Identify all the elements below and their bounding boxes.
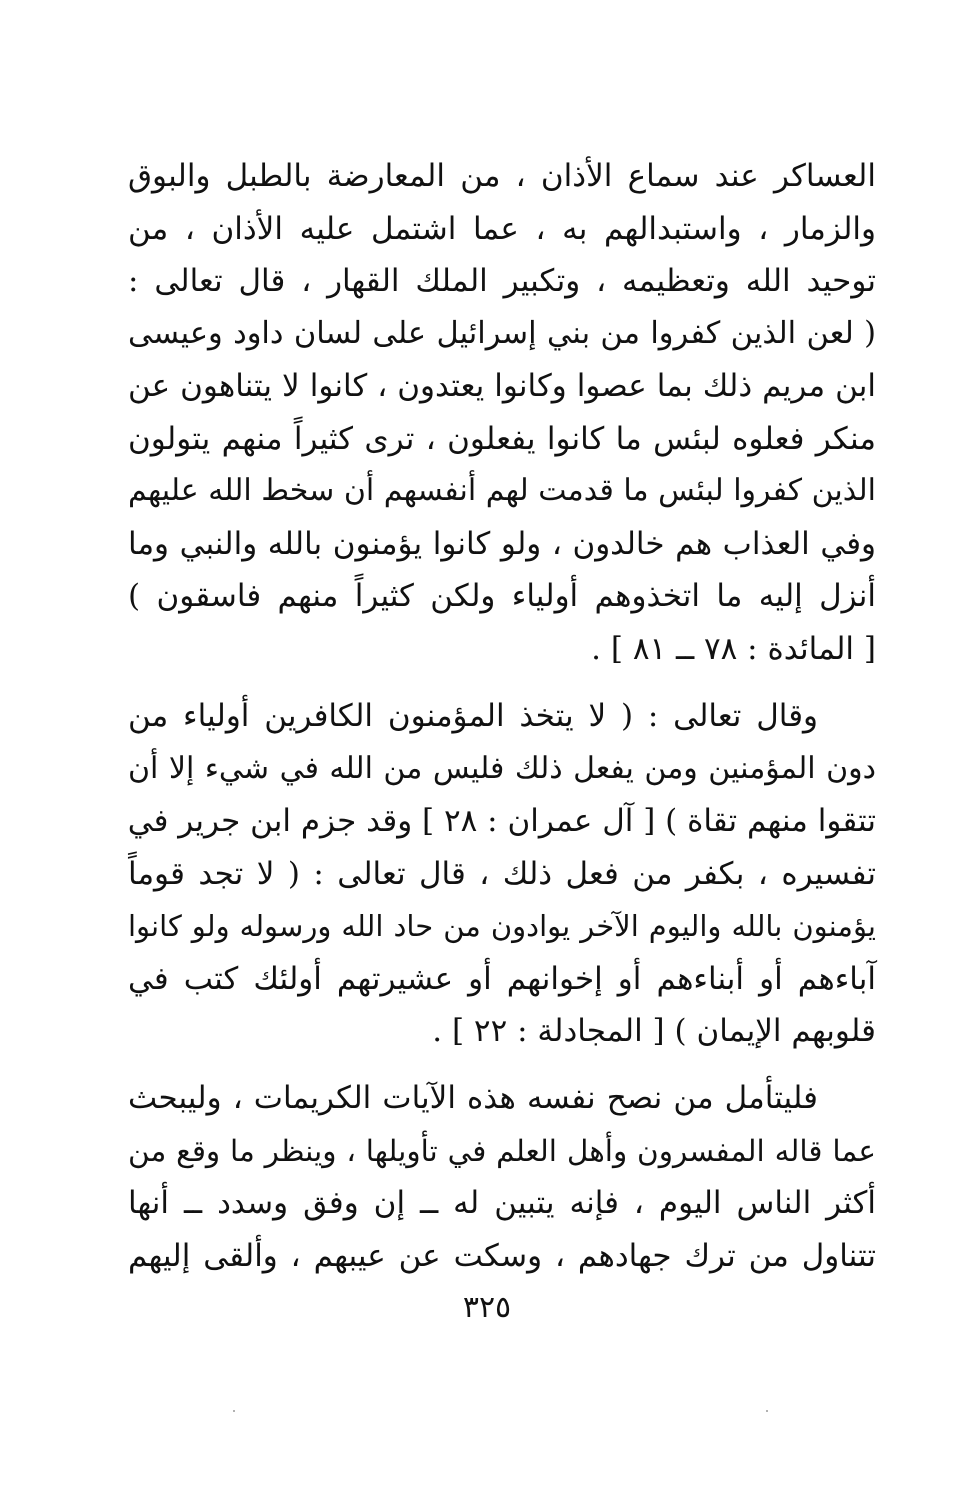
paragraph-3 — [128, 1072, 876, 1282]
text-line: ابن مريم ذلك بما عصوا وكانوا يعتدون ، كانوا لا يتناهون عن — [128, 368, 876, 404]
scan-speck — [766, 1410, 768, 1412]
text-line: آباءهم أو أبناءهم أو إخوانهم أو عشيرتهم أولئك كتب في — [128, 960, 876, 997]
text-line: توحيد الله وتعظيمه ، وتكبير الملك القهار ، قال تعالى : — [128, 263, 876, 299]
page-number: ٣٢٥ — [462, 1290, 512, 1325]
text-line: ( لعن الذين كفروا من بني إسرائيل على لسان داود وعيسى — [128, 315, 876, 351]
text-line: دون المؤمنين ومن يفعل ذلك فليس من الله في شيء إلا أن — [128, 750, 876, 786]
text-line: والزمار ، واستبدالهم به ، عما اشتمل عليه الأذان ، من — [128, 210, 876, 247]
paragraph-2 — [128, 690, 876, 1058]
text-line: تتناول من ترك جهادهم ، وسكت عن عيبهم ، وألقى إليهم — [128, 1237, 876, 1274]
text-line: عما قاله المفسرون وأهل العلم في تأويلها ، وينظر ما وقع من — [128, 1133, 876, 1168]
text-line: يؤمنون بالله واليوم الآخر يوادون من حاد الله ورسوله ولو كانوا — [128, 909, 876, 943]
text-line: الذين كفروا لبئس ما قدمت لهم أنفسهم أن سخط الله عليهم — [128, 473, 876, 508]
text-line: وقال تعالى : ( لا يتخذ المؤمنون الكافرين أولياء من — [128, 698, 818, 734]
text-line: فليتأمل من نصح نفسه هذه الآيات الكريمات ، وليبحث — [128, 1080, 818, 1116]
text-line: أكثر الناس اليوم ، فإنه يتبين له ــ إن وفق وسدد ــ أنها — [128, 1185, 876, 1221]
scan-speck — [233, 1410, 235, 1412]
text-line: منكر فعلوه لبئس ما كانوا يفعلون ، ترى كثيراً منهم يتولون — [128, 420, 876, 457]
citation-line: قلوبهم الإيمان ) [ المجادلة : ٢٢ ] . — [432, 1013, 876, 1049]
paragraph-1 — [128, 150, 876, 675]
text-line: أنزل إليه ما اتخذوهم أولياء ولكن كثيراً منهم فاسقون ) — [128, 578, 876, 614]
text-line: وفي العذاب هم خالدون ، ولو كانوا يؤمنون بالله والنبي وما — [128, 525, 876, 562]
text-line: العساكر عند سماع الأذان ، من المعارضة بالطبل والبوق — [128, 158, 876, 194]
text-line: تتقوا منهم تقاة ) [ آل عمران : ٢٨ ] وقد جزم ابن جرير في — [127, 803, 876, 839]
text-line: تفسيره ، بكفر من فعل ذلك ، قال تعالى : ( لا تجد قوماً — [128, 855, 876, 892]
citation-line: [ المائدة : ٧٨ ــ ٨١ ] . — [591, 630, 876, 667]
